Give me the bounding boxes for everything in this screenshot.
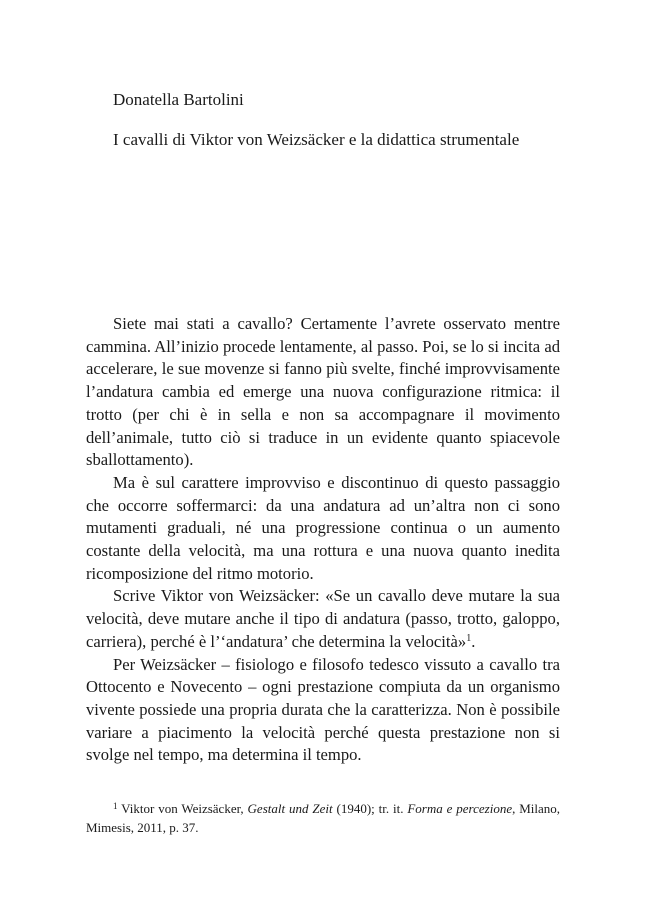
footnote-work-title: Gestalt und Zeit	[247, 801, 333, 816]
paragraph-3-end: .	[471, 631, 476, 651]
paragraph-3	[86, 585, 560, 653]
footnote-year: (1940); tr. it.	[336, 801, 404, 816]
footnote-author: Viktor von Weizsäcker,	[121, 801, 244, 816]
paragraph-2: Ma è sul carattere improvviso e discontinuo di questo passaggio che occorre soffermarci: da una andatura ad un’altra non ci sono mutamenti graduali, né una progressione continua o un aumento costante della velocità, ma una rottura e una nuova quanto inedita ricomposizione del ritmo motorio.	[86, 472, 560, 583]
footnote-translation-title: Forma e percezione	[407, 801, 513, 816]
footnote-publisher: , Milano, Mimesis, 2011, p. 37.	[86, 801, 561, 835]
author-name: Donatella Bartolini	[113, 90, 244, 109]
footnote-reference[interactable]: 1	[466, 632, 472, 644]
paragraph-1: Siete mai stati a cavallo? Certamente l’avrete osservato mentre cammina. All’inizio procede lentamente, al passo. Poi, se lo si incita ad accelerare, le sue movenze si fanno più svelte, finché improvvisamente l’andatura cambia ed emerge una nuova configurazione ritmica: il trotto (per chi è in sella e non sa accompagnare il movimento dell’animale, tutto ciò si traduce in un evidente quanto spiacevole sballottamento).	[86, 314, 560, 470]
chapter-title: I cavalli di Viktor von Weizsäcker e la didattica strumentale	[113, 130, 520, 149]
footnote	[86, 799, 560, 837]
paragraph-4: Per Weizsäcker – fisiologo e filosofo tedesco vissuto a cavallo tra Ottocento e Novecento – ogni prestazione compiuta da un organismo vivente possiede una propria durata che la caratterizza. Non è possibile variare a piacimento la velocità perché questa prestazione non si svolge nel tempo, ma determina il tempo.	[86, 654, 560, 765]
body-text	[86, 313, 560, 767]
paragraph-3-text: Scrive Viktor von Weizsäcker: «Se un cavallo deve mutare la sua velocità, deve mutare anche il tipo di andatura (passo, trotto, galoppo, carriera), perché è l’‘andatura’ che determina la velocità»	[86, 586, 560, 651]
footnote-number: 1	[113, 801, 118, 811]
